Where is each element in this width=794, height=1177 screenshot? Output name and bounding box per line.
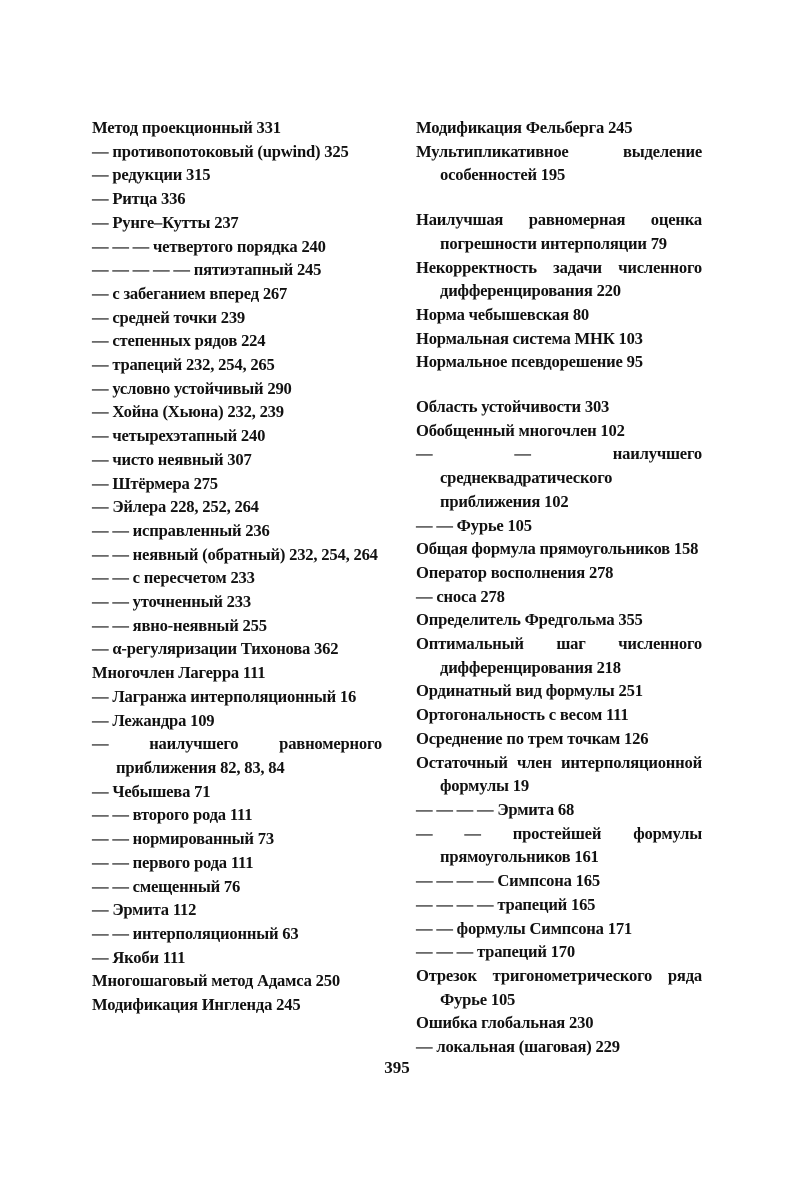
index-entry: Оптимальный шаг численного дифференцирования 218: [416, 634, 702, 677]
index-entry: — — — — Симпсона 165: [416, 871, 600, 891]
index-column-left: [92, 116, 382, 1017]
index-entry: — четырехэтапный 240: [92, 426, 266, 446]
index-entry: — локальная (шаговая) 229: [416, 1037, 620, 1057]
index-entry: Осреднение по трем точкам 126: [416, 728, 649, 748]
index-entry: Модификация Фельберга 245: [416, 118, 633, 137]
index-entry: — — — — Эрмита 68: [416, 799, 575, 819]
index-entry: — — второго рода 111: [92, 805, 253, 825]
index-entry: Модификация Ингленда 245: [92, 995, 301, 1015]
index-entry: — степенных рядов 224: [92, 331, 266, 351]
index-entry: — — неявный (обратный) 232, 254, 264: [92, 544, 378, 564]
index-entry: Ординатный вид формулы 251: [416, 681, 643, 701]
index-entry: — — смещенный 76: [92, 876, 241, 896]
index-entry: Мультипликативное выделение особенностей 195: [416, 141, 702, 185]
group-spacer: [416, 374, 702, 395]
index-entry: — — наилучшего среднеквадратического приближения 102: [416, 444, 702, 511]
index-entry: — Хойна (Хьюна) 232, 239: [92, 402, 284, 422]
index-entry: Норма чебышевская 80: [416, 304, 590, 324]
index-entry: — противопотоковый (upwind) 325: [92, 141, 349, 161]
index-entry: — — нормированный 73: [92, 829, 274, 849]
page-number: 395: [384, 1058, 410, 1077]
index-entry: — средней точки 239: [92, 307, 246, 327]
index-entry: Область устойчивости 303: [416, 397, 610, 417]
index-entry: — Ритца 336: [92, 189, 186, 209]
index-entry: — — Фурье 105: [416, 515, 532, 535]
index-entry: — — уточненный 233: [92, 592, 251, 612]
index-column-right: [416, 116, 702, 1059]
index-entry: Наилучшая равномерная оценка погрешности интерполяции 79: [416, 210, 702, 253]
index-entry: — Эйлера 228, 252, 264: [92, 497, 259, 517]
index-entry: — Рунге–Кутты 237: [92, 212, 239, 232]
index-entry: — Якоби 111: [92, 947, 186, 967]
index-entry: — редукции 315: [92, 165, 211, 185]
index-entry: — трапеций 232, 254, 265: [92, 355, 275, 375]
index-entry: — Эрмита 112: [92, 900, 197, 920]
index-entry: — Штёрмера 275: [92, 473, 218, 493]
index-entry: — α-регуляризации Тихонова 362: [92, 639, 339, 659]
index-entry: — Лежандра 109: [92, 710, 215, 730]
index-entry: — условно устойчивый 290: [92, 378, 292, 398]
index-entry: Определитель Фредгольма 355: [416, 610, 643, 630]
index-entry: — — первого рода 111: [92, 852, 254, 872]
index-entry: — — — четвертого порядка 240: [92, 236, 326, 256]
index-entry: — Чебышева 71: [92, 781, 211, 801]
index-entry: Оператор восполнения 278: [416, 562, 614, 582]
index-entry: — с забеганием вперед 267: [92, 283, 288, 303]
index-entry: Метод проекционный 331: [92, 118, 281, 137]
index-entry: Общая формула прямоугольников 158: [416, 539, 699, 559]
index-entry: — — с пересчетом 233: [92, 568, 255, 588]
index-entry: Ошибка глобальная 230: [416, 1013, 594, 1033]
index-entry: Обобщенный многочлен 102: [416, 420, 625, 440]
index-entry: — — интерполяционный 63: [92, 923, 299, 943]
index-entry: — — — — — пятиэтапный 245: [92, 260, 322, 280]
index-entry: — чисто неявный 307: [92, 449, 252, 469]
index-entry: Некорректность задачи численного дифференцирования 220: [416, 257, 702, 301]
index-entry: Многочлен Лагерра 111: [92, 663, 266, 683]
index-entry: — наилучшего равномерного приближения 82, 83, 84: [92, 734, 382, 777]
index-entry: — сноса 278: [416, 586, 505, 606]
group-spacer: [416, 187, 702, 208]
index-entry: — — — трапеций 170: [416, 942, 575, 962]
index-entry: — — явно-неявный 255: [92, 615, 267, 635]
index-entry: — — формулы Симпсона 171: [416, 918, 633, 938]
index-entry: Отрезок тригонометрического ряда Фурье 105: [416, 965, 702, 1009]
index-entry: — Лагранжа интерполяционный 16: [92, 686, 357, 706]
index-entry: Нормальное псевдорешение 95: [416, 352, 643, 372]
index-entry: Остаточный член интерполяционной формулы 19: [416, 752, 702, 796]
index-entry: — — исправленный 236: [92, 520, 270, 540]
index-entry: Нормальная система МНК 103: [416, 328, 643, 348]
index-entry: Многошаговый метод Адамса 250: [92, 971, 340, 991]
index-entry: — — простейшей формулы прямоугольников 161: [416, 823, 702, 867]
index-entry: — — — — трапеций 165: [416, 894, 596, 914]
index-entry: Ортогональность с весом 111: [416, 705, 629, 725]
